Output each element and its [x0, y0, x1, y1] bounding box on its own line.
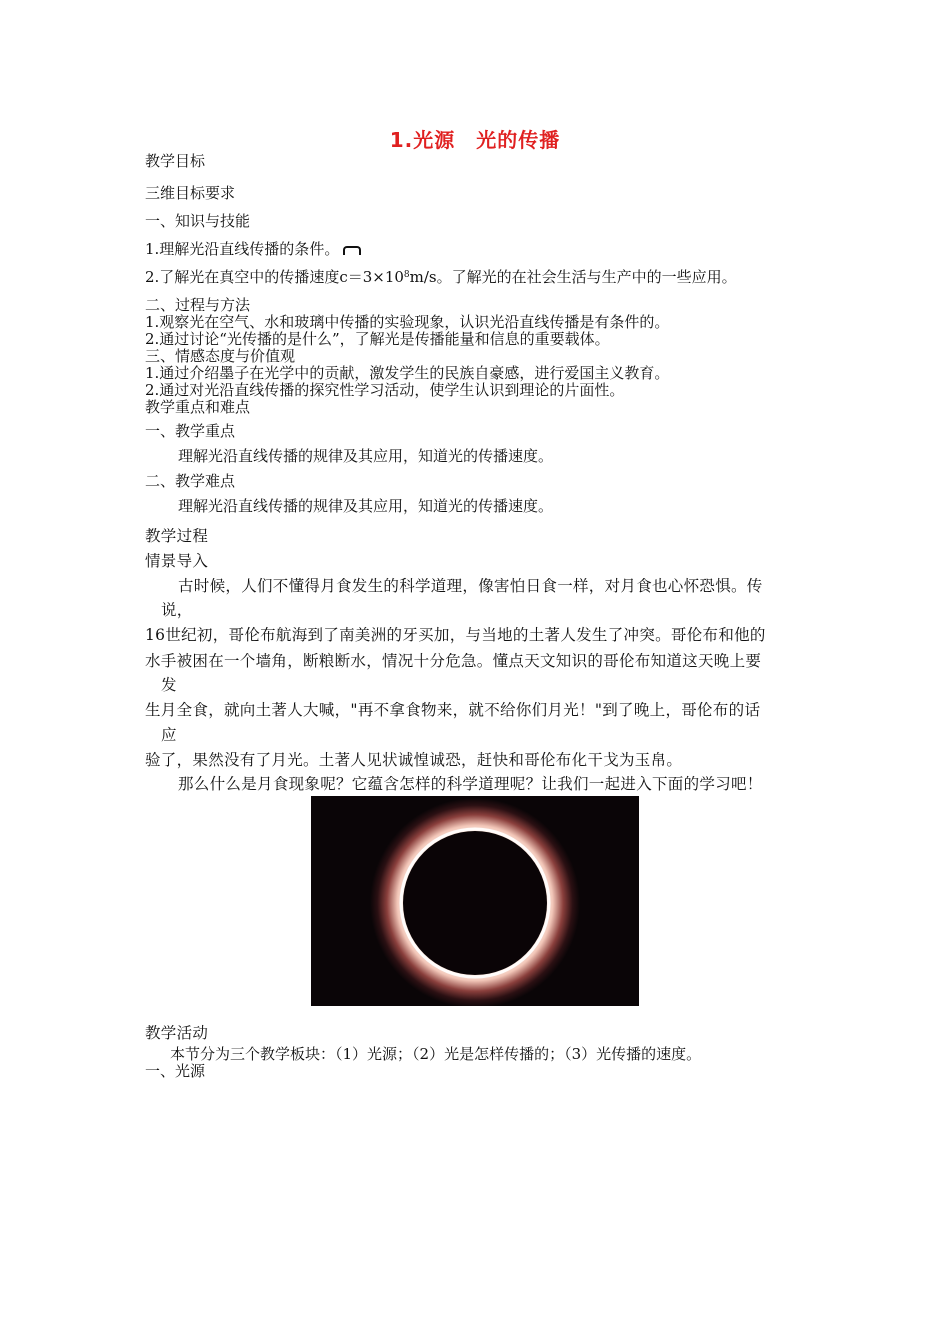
- key-heading: 一、教学重点: [145, 422, 236, 440]
- knowledge-heading: 一、知识与技能: [145, 212, 251, 230]
- intro-line: 生月全食，就向土著人大喊，"再不拿食物来，就不给你们月光！"到了晚上，哥伦布的话: [145, 701, 761, 719]
- speed-exponent: 8: [403, 270, 410, 280]
- section-light-source: 一、光源: [145, 1062, 206, 1080]
- intro-line: 那么什么是月食现象呢？它蕴含怎样的科学道理呢？让我们一起进入下面的学习吧！: [178, 775, 763, 793]
- arch-mark-icon: [343, 246, 361, 255]
- attitude-heading: 三、情感态度与价值观: [145, 347, 296, 365]
- procedure-heading: 教学过程: [145, 527, 209, 545]
- page-title: 1.光源 光的传播: [389, 128, 561, 152]
- key-text: 理解光沿直线传播的规律及其应用，知道光的传播速度。: [178, 447, 554, 465]
- intro-heading: 情景导入: [145, 552, 209, 570]
- eclipse-illustration: [311, 796, 639, 1006]
- difficulty-heading: 二、教学难点: [145, 472, 236, 490]
- goal-heading: 教学目标: [145, 152, 206, 170]
- knowledge-item-2-pre: 2.了解光在真空中的传播速度c＝3×10: [145, 268, 404, 286]
- intro-line: 验了，果然没有了月光。土著人见状诚惶诚恐，赶快和哥伦布化干戈为玉帛。: [145, 751, 683, 769]
- difficulty-text: 理解光沿直线传播的规律及其应用，知道光的传播速度。: [178, 497, 554, 515]
- three-dim-heading: 三维目标要求: [145, 184, 236, 202]
- process-heading: 二、过程与方法: [145, 296, 251, 314]
- attitude-item-2: 2.通过对光沿直线传播的探究性学习活动，使学生认识到理论的片面性。: [145, 381, 625, 399]
- process-item-1: 1.观察光在空气、水和玻璃中传播的实验现象，认识光沿直线传播是有条件的。: [145, 313, 670, 331]
- key-points-heading: 教学重点和难点: [145, 398, 251, 416]
- knowledge-item-1-text: 1.理解光沿直线传播的条件。: [145, 240, 340, 258]
- attitude-item-1: 1.通过介绍墨子在光学中的贡献，激发学生的民族自豪感，进行爱国主义教育。: [145, 364, 670, 382]
- process-item-2: 2.通过讨论“光传播的是什么”，了解光是传播能量和信息的重要载体。: [145, 330, 610, 348]
- knowledge-item-2: [145, 268, 737, 286]
- intro-line: 水手被困在一个墙角，断粮断水，情况十分危急。懂点天文知识的哥伦布知道这天晚上要: [145, 652, 762, 670]
- activity-text: 本节分为三个教学板块：（1）光源；（2）光是怎样传播的；（3）光传播的速度。: [170, 1045, 702, 1063]
- solar-eclipse-photo: [311, 796, 639, 1006]
- knowledge-item-2-post: m/s。了解光的在社会生活与生产中的一些应用。: [409, 268, 737, 286]
- intro-line: 说，: [161, 601, 193, 619]
- intro-line: 应: [161, 726, 177, 744]
- intro-line: 发: [161, 676, 177, 694]
- intro-line: 古时候，人们不懂得月食发生的科学道理，像害怕日食一样，对月食也心怀恐惧。传: [178, 577, 763, 595]
- knowledge-item-1: [145, 240, 361, 258]
- intro-line: 16世纪初，哥伦布航海到了南美洲的牙买加，与当地的土著人发生了冲突。哥伦布和他的: [145, 626, 766, 644]
- activity-heading: 教学活动: [145, 1024, 209, 1042]
